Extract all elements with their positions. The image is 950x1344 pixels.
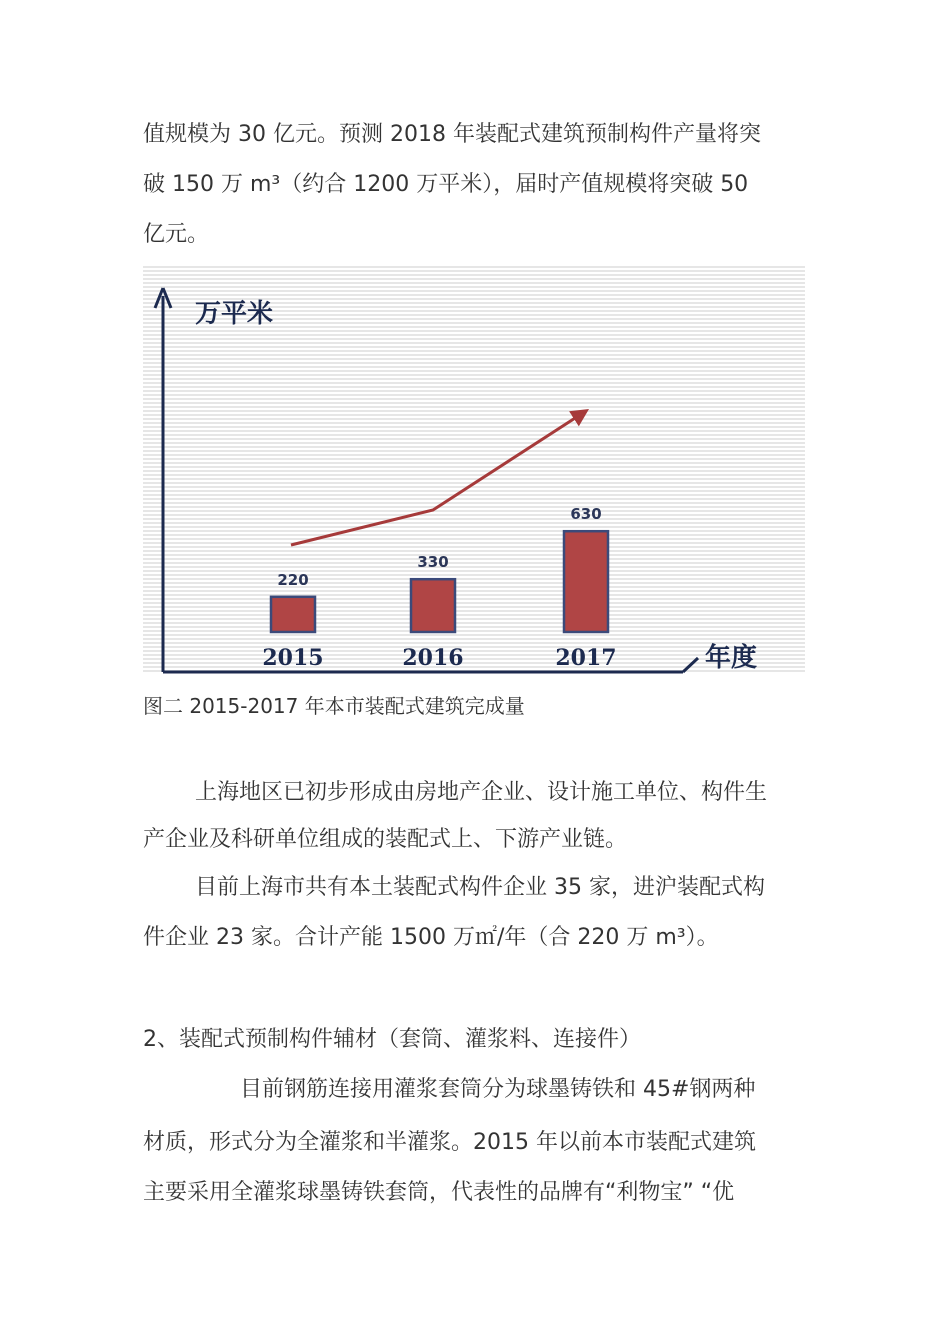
data-label-2015: 220 xyxy=(277,570,309,589)
bar-2015 xyxy=(271,597,315,632)
data-label-2017: 630 xyxy=(570,505,602,524)
text-line: 件企业 23 家。合计产能 1500 万㎡/年（合 220 万 m³）。 xyxy=(143,925,719,950)
y-axis-title: 万平米 xyxy=(195,299,274,329)
text-line: 目前上海市共有本土装配式构件企业 35 家，进沪装配式构 xyxy=(195,875,765,900)
bar-chart-figure xyxy=(143,266,805,674)
bar-2017 xyxy=(564,531,608,632)
text-line: 材质，形式分为全灌浆和半灌浆。2015 年以前本市装配式建筑 xyxy=(143,1130,756,1155)
x-axis-title: 年度 xyxy=(705,643,758,673)
bar-2016 xyxy=(411,579,455,632)
text-line: 主要采用全灌浆球墨铸铁套筒，代表性的品牌有“利物宝” “优 xyxy=(143,1180,735,1205)
bar-chart xyxy=(143,266,805,674)
section-heading: 2、装配式预制构件辅材（套筒、灌浆料、连接件） xyxy=(143,1027,641,1052)
text-line: 值规模为 30 亿元。预测 2018 年装配式建筑预制构件产量将突 xyxy=(143,122,761,147)
text-line: 亿元。 xyxy=(143,222,210,247)
x-tick-label-2017: 2017 xyxy=(555,645,617,671)
x-tick-label-2015: 2015 xyxy=(262,645,324,671)
text-line: 产企业及科研单位组成的装配式上、下游产业链。 xyxy=(143,827,628,852)
x-tick-label-2016: 2016 xyxy=(402,645,464,671)
data-label-2016: 330 xyxy=(417,553,449,572)
text-line: 目前钢筋连接用灌浆套筒分为球墨铸铁和 45#钢两种 xyxy=(240,1077,756,1102)
text-line: 破 150 万 m³（约合 1200 万平米），届时产值规模将突破 50 xyxy=(143,172,749,197)
figure-caption: 图二 2015-2017 年本市装配式建筑完成量 xyxy=(143,694,525,718)
text-line: 上海地区已初步形成由房地产企业、设计施工单位、构件生 xyxy=(195,780,768,805)
